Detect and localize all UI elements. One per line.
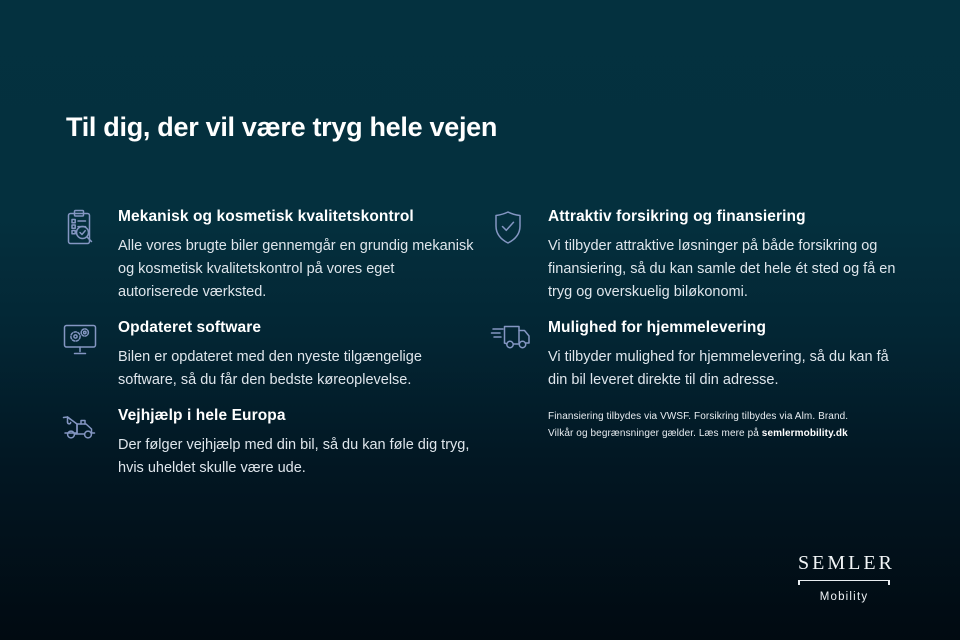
feature-text xyxy=(548,318,904,392)
feature-insurance-financing xyxy=(490,207,905,304)
feature-body: Der følger vejhjælp med din bil, så du kan føle dig tryg, hvis uheldet skulle være ude. xyxy=(118,437,470,476)
feature-roadside-assistance xyxy=(60,406,484,480)
feature-body: Vi tilbyder attraktive løsninger på både forsikring og finansiering, så du kan samle det hele ét sted og få en tryg og overskuelig biløkonomi. xyxy=(548,238,896,300)
feature-text xyxy=(118,406,474,480)
shield-check-icon xyxy=(490,207,548,248)
tow-truck-icon xyxy=(60,406,118,443)
semler-mobility-logo xyxy=(798,552,895,603)
feature-title: Vejhjælp i hele Europa xyxy=(118,407,286,424)
disclaimer-line-2-text: Vilkår og begrænsninger gælder. Læs mere på xyxy=(548,428,762,439)
disclaimer-website: semlermobility.dk xyxy=(761,428,848,439)
feature-title: Attraktiv forsikring og finansiering xyxy=(548,208,806,225)
feature-quality-control xyxy=(60,207,484,304)
feature-text xyxy=(118,207,474,304)
feature-body: Vi tilbyder mulighed for hjemmelevering, så du kan få din bil leveret direkte til din adresse. xyxy=(548,349,889,388)
feature-home-delivery xyxy=(490,318,905,392)
clipboard-inspection-icon xyxy=(60,207,118,250)
feature-body: Alle vores brugte biler gennemgår en grundig mekanisk og kosmetisk kvalitetskontrol på vores eget autoriserede værksted. xyxy=(118,238,474,300)
feature-body: Bilen er opdateret med den nyeste tilgængelige software, så du får den bedste køreoplevelse. xyxy=(118,349,422,388)
feature-updated-software xyxy=(60,318,484,392)
delivery-truck-icon xyxy=(490,318,548,353)
feature-title: Opdateret software xyxy=(118,319,262,336)
software-update-icon xyxy=(60,318,118,359)
logo-sub-text: Mobility xyxy=(819,591,869,603)
disclaimer-line-1: Finansiering tilbydes via VWSF. Forsikring tilbydes via Alm. Brand. xyxy=(548,411,849,422)
logo-rule xyxy=(798,580,890,585)
legal-disclaimer xyxy=(548,408,905,480)
page-title: Til dig, der vil være tryg hele vejen xyxy=(66,112,498,142)
features-grid xyxy=(60,207,905,480)
logo-brand-text: SEMLER xyxy=(798,552,895,574)
feature-title: Mulighed for hjemmelevering xyxy=(548,319,767,336)
disclaimer-line-2 xyxy=(548,425,905,442)
feature-title: Mekanisk og kosmetisk kvalitetskontrol xyxy=(118,208,414,225)
feature-text xyxy=(548,207,904,304)
feature-text xyxy=(118,318,474,392)
